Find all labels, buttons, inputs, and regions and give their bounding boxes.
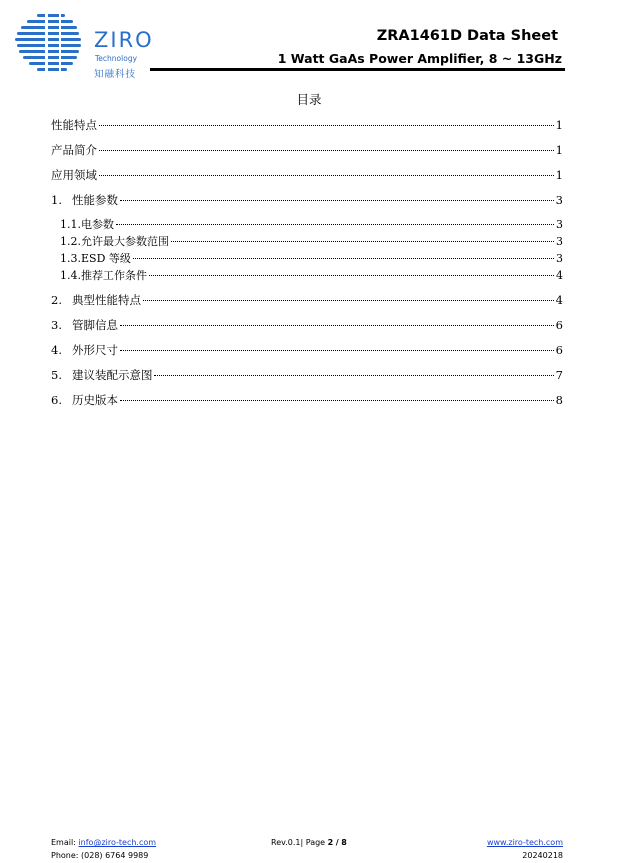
page-separator: / bbox=[335, 838, 339, 847]
toc-dot-leader bbox=[120, 400, 554, 401]
toc-dot-leader bbox=[171, 241, 554, 242]
toc-dot-leader bbox=[116, 224, 554, 225]
toc-entry[interactable] bbox=[60, 218, 563, 232]
toc-entry[interactable] bbox=[51, 168, 563, 182]
logo-chinese-name: 知融科技 bbox=[94, 69, 137, 80]
toc-entry-label: 性能特点 bbox=[51, 118, 97, 132]
toc-entry[interactable] bbox=[51, 393, 563, 407]
toc-entry-page: 6 bbox=[555, 318, 563, 332]
toc-entry-number: 4. bbox=[51, 343, 62, 357]
toc-entry-number: 1.2. bbox=[60, 235, 81, 248]
toc-dot-leader bbox=[120, 350, 554, 351]
toc-entry[interactable] bbox=[51, 293, 563, 307]
toc-entry-label: 典型性能特点 bbox=[71, 293, 141, 307]
page-total: 8 bbox=[341, 838, 347, 847]
logo-globe-icon bbox=[15, 12, 85, 74]
toc-entry-page: 4 bbox=[555, 293, 563, 307]
toc-entry-label: 电参数 bbox=[81, 218, 114, 231]
toc-dot-leader bbox=[133, 258, 554, 259]
toc-entry-label: 历史版本 bbox=[71, 393, 118, 407]
toc-entry[interactable] bbox=[51, 368, 563, 382]
toc-entry-label: 性能参数 bbox=[71, 193, 118, 207]
toc-entry-number: 3. bbox=[51, 318, 62, 332]
toc-dot-leader bbox=[99, 175, 554, 176]
toc-entry-page: 8 bbox=[555, 393, 563, 407]
toc-dot-leader bbox=[120, 200, 554, 201]
toc-entry-label: 管脚信息 bbox=[71, 318, 118, 332]
toc-entry-number: 5. bbox=[51, 368, 62, 382]
footer-revision bbox=[271, 838, 347, 847]
footer-phone bbox=[51, 851, 148, 860]
company-logo bbox=[15, 10, 155, 82]
footer-date: 20240218 bbox=[522, 851, 563, 860]
toc-entry-page: 1 bbox=[555, 168, 563, 182]
email-link[interactable]: info@ziro-tech.com bbox=[78, 838, 157, 847]
document-title: ZRA1461D Data Sheet bbox=[376, 28, 558, 44]
toc-heading: 目录 bbox=[296, 92, 322, 107]
toc-entry-label: 外形尺寸 bbox=[71, 343, 118, 357]
toc-entry-number: 1. bbox=[51, 193, 62, 207]
toc-entry-page: 3 bbox=[556, 218, 563, 231]
toc-dot-leader bbox=[149, 275, 554, 276]
toc-entry-page: 6 bbox=[555, 343, 563, 357]
toc-entry-number: 2. bbox=[51, 293, 62, 307]
toc-entry-label: 产品简介 bbox=[51, 143, 97, 157]
toc-entry[interactable] bbox=[60, 252, 563, 266]
document-subtitle: 1 Watt GaAs Power Amplifier, 8 ~ 13GHz bbox=[277, 51, 562, 66]
toc-entry-page: 7 bbox=[555, 368, 563, 382]
footer-website bbox=[487, 838, 563, 847]
toc-entry[interactable] bbox=[51, 318, 563, 332]
toc-dot-leader bbox=[143, 300, 554, 301]
toc-dot-leader bbox=[99, 125, 554, 126]
toc-entry-page: 3 bbox=[556, 252, 563, 265]
toc-entry-label: 应用领域 bbox=[51, 168, 97, 182]
toc-entry-label: 推荐工作条件 bbox=[81, 269, 147, 282]
toc-entry-label: ESD 等级 bbox=[81, 252, 131, 265]
toc-dot-leader bbox=[154, 375, 553, 376]
toc-entry-number: 1.4. bbox=[60, 269, 81, 282]
revision-text: Rev.0.1| Page bbox=[271, 838, 326, 847]
toc-entry-number: 1.3. bbox=[60, 252, 81, 265]
toc-entry-page: 4 bbox=[556, 269, 563, 282]
logo-wordmark: ZIRO bbox=[94, 28, 154, 52]
toc-entry-page: 3 bbox=[555, 193, 563, 207]
phone-number: (028) 6764 9989 bbox=[81, 851, 149, 860]
toc-entry-number: 6. bbox=[51, 393, 62, 407]
toc-entry-page: 1 bbox=[555, 118, 563, 132]
toc-entry-number: 1.1. bbox=[60, 218, 81, 231]
website-link[interactable]: www.ziro-tech.com bbox=[486, 838, 563, 847]
toc-entry[interactable] bbox=[51, 143, 563, 157]
toc-entry[interactable] bbox=[51, 193, 563, 207]
email-label: Email: bbox=[51, 838, 76, 847]
header-divider bbox=[150, 68, 565, 71]
toc-entry[interactable] bbox=[60, 235, 563, 249]
footer-email bbox=[51, 838, 156, 847]
page-current: 2 bbox=[327, 838, 334, 847]
toc-entry[interactable] bbox=[60, 269, 563, 283]
toc-entry-label: 建议装配示意图 bbox=[71, 368, 153, 382]
toc-entry[interactable] bbox=[51, 118, 563, 132]
toc-entry-page: 3 bbox=[556, 235, 563, 248]
toc-entry-label: 允许最大参数范围 bbox=[81, 235, 169, 248]
toc-dot-leader bbox=[120, 325, 554, 326]
toc-entry[interactable] bbox=[51, 343, 563, 357]
phone-label: Phone: bbox=[51, 851, 79, 860]
toc-entry-page: 1 bbox=[555, 143, 563, 157]
toc-dot-leader bbox=[99, 150, 554, 151]
logo-tagline: Technology bbox=[95, 54, 138, 63]
